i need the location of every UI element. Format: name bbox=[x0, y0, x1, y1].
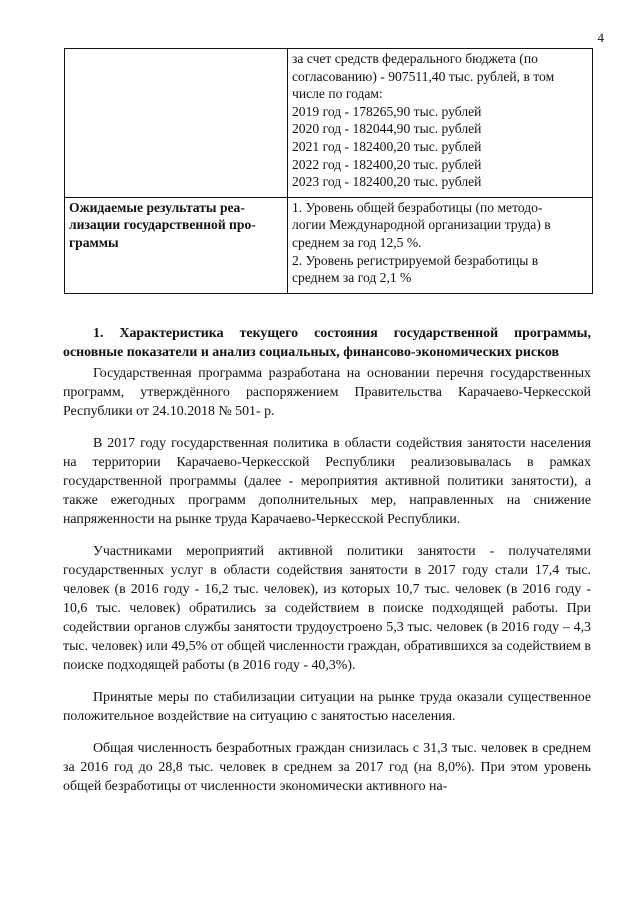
table-cell-label-empty bbox=[65, 49, 288, 198]
financing-year-line: 2021 год - 182400,20 тыс. рублей bbox=[292, 138, 482, 154]
financing-year-line: 2022 год - 182400,20 тыс. рублей bbox=[292, 156, 482, 172]
table-cell-expected-results bbox=[288, 197, 593, 293]
section-heading: 1. Характеристика текущего состояния государственной программы, основные показатели и анализ социальных, финансово-экономических рисков bbox=[63, 326, 591, 360]
paragraph: Государственная программа разработана на основании перечня государственных программ, утверждённого распоряжением Правительства Карачаево-Черкесской Республики от 24.10.2018 № 501- р. bbox=[63, 366, 591, 419]
financing-line: согласованию) - 907511,40 тыс. рублей, в том bbox=[292, 68, 555, 84]
result-line: среднем за год 12,5 %. bbox=[292, 234, 422, 250]
paragraph: Принятые меры по стабилизации ситуации на рынке труда оказали существенное положительное воздействие на ситуацию с занятостью населения. bbox=[63, 690, 591, 724]
financing-line: за счет средств федерального бюджета (по bbox=[292, 51, 538, 66]
paragraph: В 2017 году государственная политика в области содействия занятости населения на территории Карачаево-Черкесской Республики реализовывалась в рамках государственной программы (далее - мероприятия активной политики занятости), а также ежегодных программ дополнительных мер, направленных на снижение напряженности на рынке труда Карачаево-Черкесской Республики. bbox=[63, 436, 591, 527]
label-line: граммы bbox=[69, 234, 119, 250]
financing-line: числе по годам: bbox=[292, 86, 383, 102]
table-cell-financing bbox=[288, 49, 593, 198]
paragraph: Общая численность безработных граждан снизилась с 31,3 тыс. человек в среднем за 2016 год до 28,8 тыс. человек в среднем за 2017 год (на 8,0%). При этом уровень общей безработицы от численности экономически активного на- bbox=[63, 741, 591, 794]
table-row-financing bbox=[65, 49, 593, 198]
page-number: 4 bbox=[597, 30, 604, 45]
program-passport-table bbox=[64, 48, 593, 294]
result-line: 2. Уровень регистрируемой безработицы в bbox=[292, 252, 539, 268]
label-line: лизации государственной про- bbox=[69, 217, 256, 233]
table-cell-expected-results-label bbox=[65, 197, 288, 293]
result-line: логии Международной организации труда) в bbox=[292, 217, 551, 233]
label-line: Ожидаемые результаты реа- bbox=[69, 199, 245, 215]
financing-year-line: 2019 год - 178265,90 тыс. рублей bbox=[292, 103, 482, 119]
paragraph: Участниками мероприятий активной политики занятости - получателями государственных услуг в области содействия занятости в 2017 году стали 17,4 тыс. человек (в 2016 году - 16,2 тыс. человек), из которых 10,7 тыс. человек (в 2016 году - 10,6 тыс. человек) обратились за содействием в поиске подходящей работы. При содействии органов службы занятости трудоустроено 5,3 тыс. человек (в 2016 году – 4,3 тыс. человек) или 49,5% от общей численности граждан, обратившихся за содействием в поиске подходящей работы (в 2016 году - 40,3%). bbox=[63, 544, 591, 673]
table-row-expected-results bbox=[65, 197, 593, 293]
financing-year-line: 2023 год - 182400,20 тыс. рублей bbox=[292, 174, 482, 190]
result-line: 1. Уровень общей безработицы (по методо- bbox=[292, 199, 543, 215]
section-body bbox=[63, 324, 591, 796]
financing-year-line: 2020 год - 182044,90 тыс. рублей bbox=[292, 121, 482, 137]
result-line: среднем за год 2,1 % bbox=[292, 270, 412, 286]
